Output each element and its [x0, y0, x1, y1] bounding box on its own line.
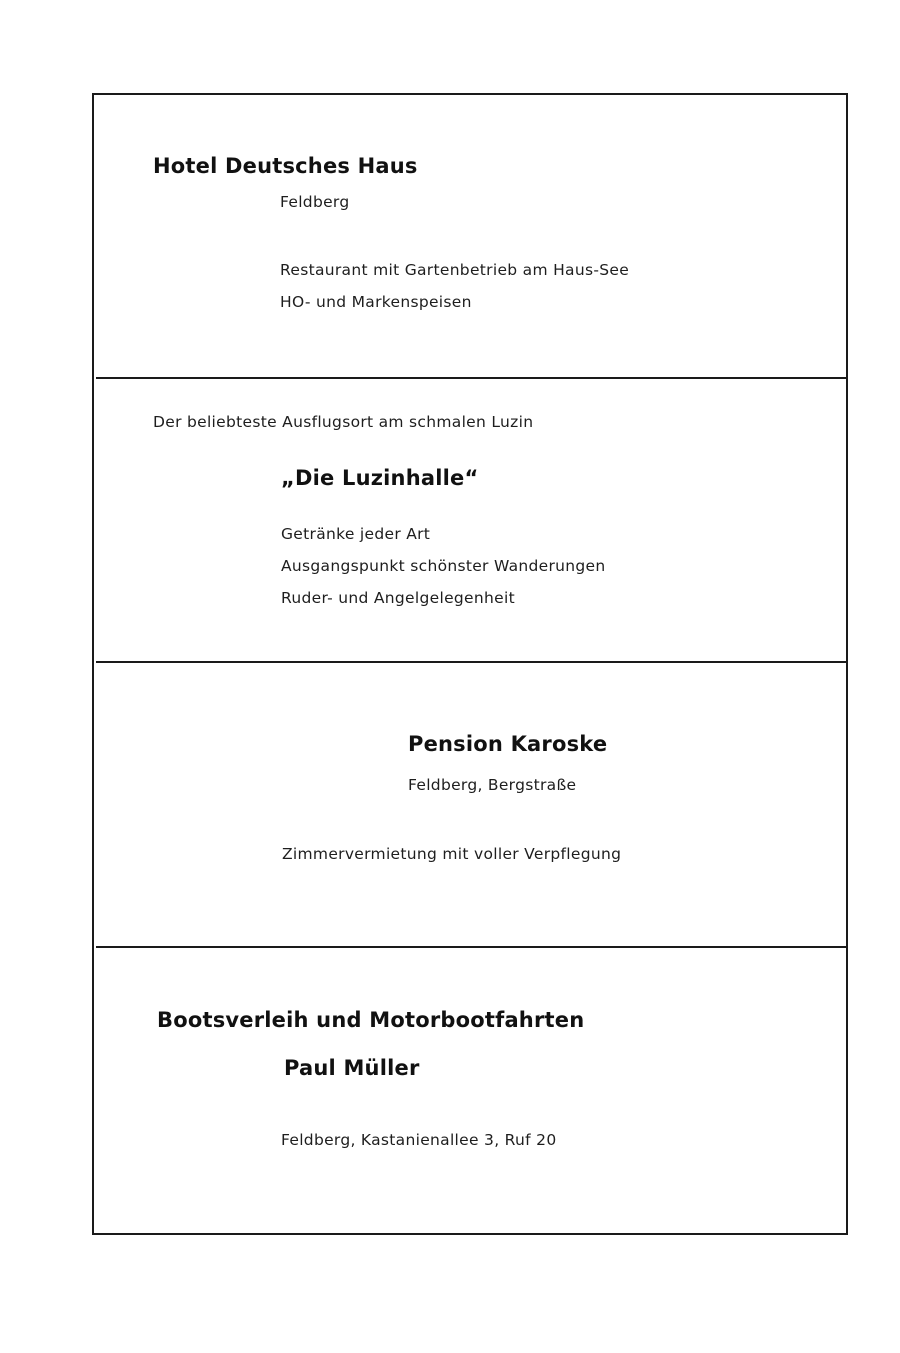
ad-location: Feldberg — [280, 193, 350, 211]
ad-line: Ruder- und Angelgelegenheit — [281, 589, 515, 607]
ad-location: Feldberg, Bergstraße — [408, 776, 577, 794]
ad-line: HO- und Markenspeisen — [280, 293, 472, 311]
ad-business: Bootsverleih und Motorbootfahrten — [157, 1008, 585, 1032]
ad-title: Pension Karoske — [408, 732, 608, 756]
ad-line: Getränke jeder Art — [281, 525, 431, 543]
ad-title: „Die Luzinhalle“ — [281, 466, 479, 490]
ad-line: Ausgangspunkt schönster Wanderungen — [281, 557, 606, 575]
ad-intro: Der beliebteste Ausflugsort am schmalen Luzin — [153, 413, 534, 431]
ad-line: Restaurant mit Gartenbetrieb am Haus-See — [280, 261, 630, 279]
ad-line: Zimmervermietung mit voller Verpflegung — [282, 845, 622, 863]
section-divider — [96, 377, 846, 379]
ad-title: Paul Müller — [284, 1056, 420, 1080]
ad-address: Feldberg, Kastanienallee 3, Ruf 20 — [281, 1131, 557, 1149]
section-divider — [96, 946, 846, 948]
section-divider — [96, 661, 846, 663]
ad-title: Hotel Deutsches Haus — [153, 154, 418, 178]
